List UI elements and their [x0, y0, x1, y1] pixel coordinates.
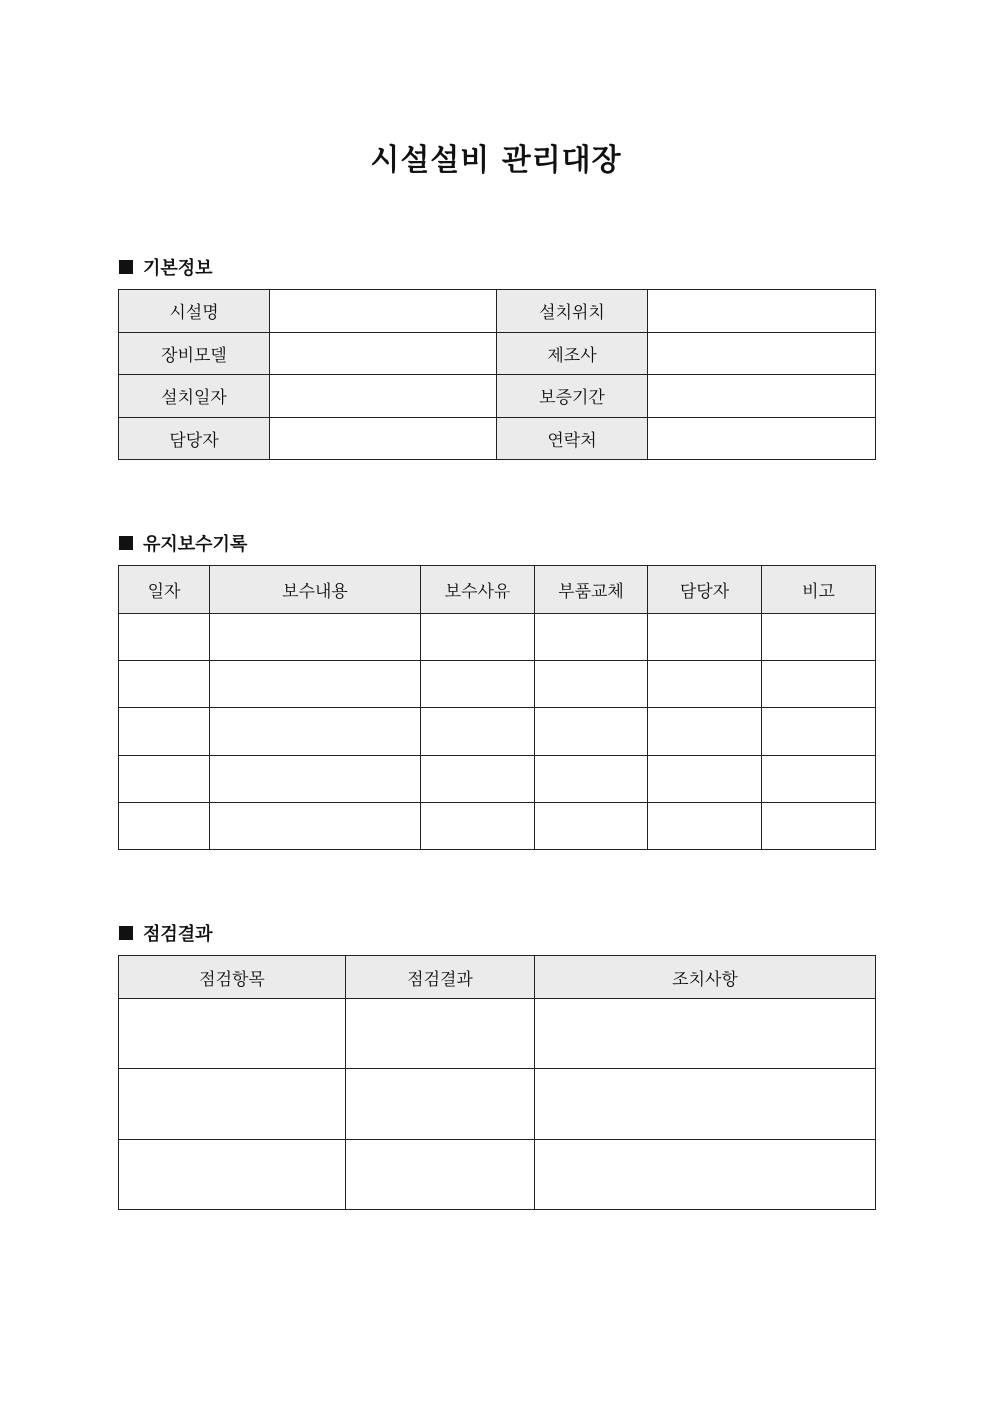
inspection-table: [118, 955, 876, 1210]
table-row: [119, 755, 876, 802]
table-cell[interactable]: [119, 755, 210, 802]
table-row: [119, 802, 876, 849]
table-row: [119, 708, 876, 755]
table-cell[interactable]: [210, 661, 421, 708]
table-cell[interactable]: [119, 1139, 346, 1209]
table-cell[interactable]: [421, 661, 535, 708]
label-manufacturer: 제조사: [497, 332, 648, 375]
table-cell[interactable]: [648, 755, 762, 802]
section-heading-maintenance: [119, 530, 247, 556]
square-bullet-icon: [119, 926, 133, 940]
basic-info-row: [119, 332, 876, 375]
table-header-row: [119, 566, 876, 614]
table-cell[interactable]: [346, 1069, 535, 1139]
section-heading-label: 기본정보: [143, 258, 213, 279]
table-cell[interactable]: [210, 614, 421, 661]
table-cell[interactable]: [762, 614, 876, 661]
table-cell[interactable]: [535, 1069, 876, 1139]
page-title: 시설설비 관리대장: [370, 143, 622, 178]
section-heading-label: 유지보수기록: [143, 534, 248, 555]
table-cell[interactable]: [648, 802, 762, 849]
basic-info-table: [118, 289, 876, 460]
basic-info-row: [119, 417, 876, 460]
square-bullet-icon: [119, 260, 133, 274]
field-facility-name[interactable]: [270, 290, 497, 333]
table-row: [119, 999, 876, 1069]
column-header-repair-details: 보수내용: [210, 566, 421, 614]
table-cell[interactable]: [762, 661, 876, 708]
table-cell[interactable]: [535, 661, 648, 708]
section-heading-label: 점검결과: [143, 924, 213, 945]
label-install-location: 설치위치: [497, 290, 648, 333]
table-cell[interactable]: [648, 614, 762, 661]
label-warranty-period: 보증기간: [497, 375, 648, 418]
maintenance-table: [118, 565, 876, 850]
column-header-inspection-result: 점검결과: [346, 956, 535, 999]
label-equipment-model: 장비모델: [119, 332, 270, 375]
table-cell[interactable]: [535, 999, 876, 1069]
table-cell[interactable]: [648, 661, 762, 708]
column-header-date: 일자: [119, 566, 210, 614]
basic-info-row: [119, 290, 876, 333]
table-row: [119, 1139, 876, 1209]
table-cell[interactable]: [648, 708, 762, 755]
table-row: [119, 614, 876, 661]
table-cell[interactable]: [210, 802, 421, 849]
table-header-row: [119, 956, 876, 999]
table-cell[interactable]: [119, 661, 210, 708]
field-warranty-period[interactable]: [648, 375, 876, 418]
column-header-inspection-item: 점검항목: [119, 956, 346, 999]
table-cell[interactable]: [535, 802, 648, 849]
field-install-location[interactable]: [648, 290, 876, 333]
column-header-parts-replaced: 부품교체: [535, 566, 648, 614]
field-contact[interactable]: [648, 417, 876, 460]
field-manufacturer[interactable]: [648, 332, 876, 375]
column-header-repair-reason: 보수사유: [421, 566, 535, 614]
table-cell[interactable]: [210, 755, 421, 802]
field-equipment-model[interactable]: [270, 332, 497, 375]
column-header-remarks: 비고: [762, 566, 876, 614]
table-cell[interactable]: [346, 1139, 535, 1209]
label-person-in-charge: 담당자: [119, 417, 270, 460]
table-cell[interactable]: [421, 614, 535, 661]
table-cell[interactable]: [346, 999, 535, 1069]
table-cell[interactable]: [535, 708, 648, 755]
section-heading-basic-info: [119, 254, 213, 280]
label-facility-name: 시설명: [119, 290, 270, 333]
table-cell[interactable]: [762, 802, 876, 849]
table-cell[interactable]: [119, 802, 210, 849]
table-cell[interactable]: [421, 755, 535, 802]
table-cell[interactable]: [535, 755, 648, 802]
column-header-action-taken: 조치사항: [535, 956, 876, 999]
table-cell[interactable]: [119, 708, 210, 755]
label-contact: 연락처: [497, 417, 648, 460]
label-install-date: 설치일자: [119, 375, 270, 418]
table-cell[interactable]: [762, 708, 876, 755]
section-heading-inspection: [119, 920, 213, 946]
table-cell[interactable]: [119, 614, 210, 661]
table-cell[interactable]: [119, 1069, 346, 1139]
table-cell[interactable]: [119, 999, 346, 1069]
table-cell[interactable]: [535, 614, 648, 661]
table-row: [119, 1069, 876, 1139]
field-install-date[interactable]: [270, 375, 497, 418]
table-cell[interactable]: [421, 802, 535, 849]
table-row: [119, 661, 876, 708]
table-cell[interactable]: [762, 755, 876, 802]
basic-info-row: [119, 375, 876, 418]
table-cell[interactable]: [421, 708, 535, 755]
column-header-person-in-charge: 담당자: [648, 566, 762, 614]
table-cell[interactable]: [210, 708, 421, 755]
field-person-in-charge[interactable]: [270, 417, 497, 460]
square-bullet-icon: [119, 536, 133, 550]
table-cell[interactable]: [535, 1139, 876, 1209]
